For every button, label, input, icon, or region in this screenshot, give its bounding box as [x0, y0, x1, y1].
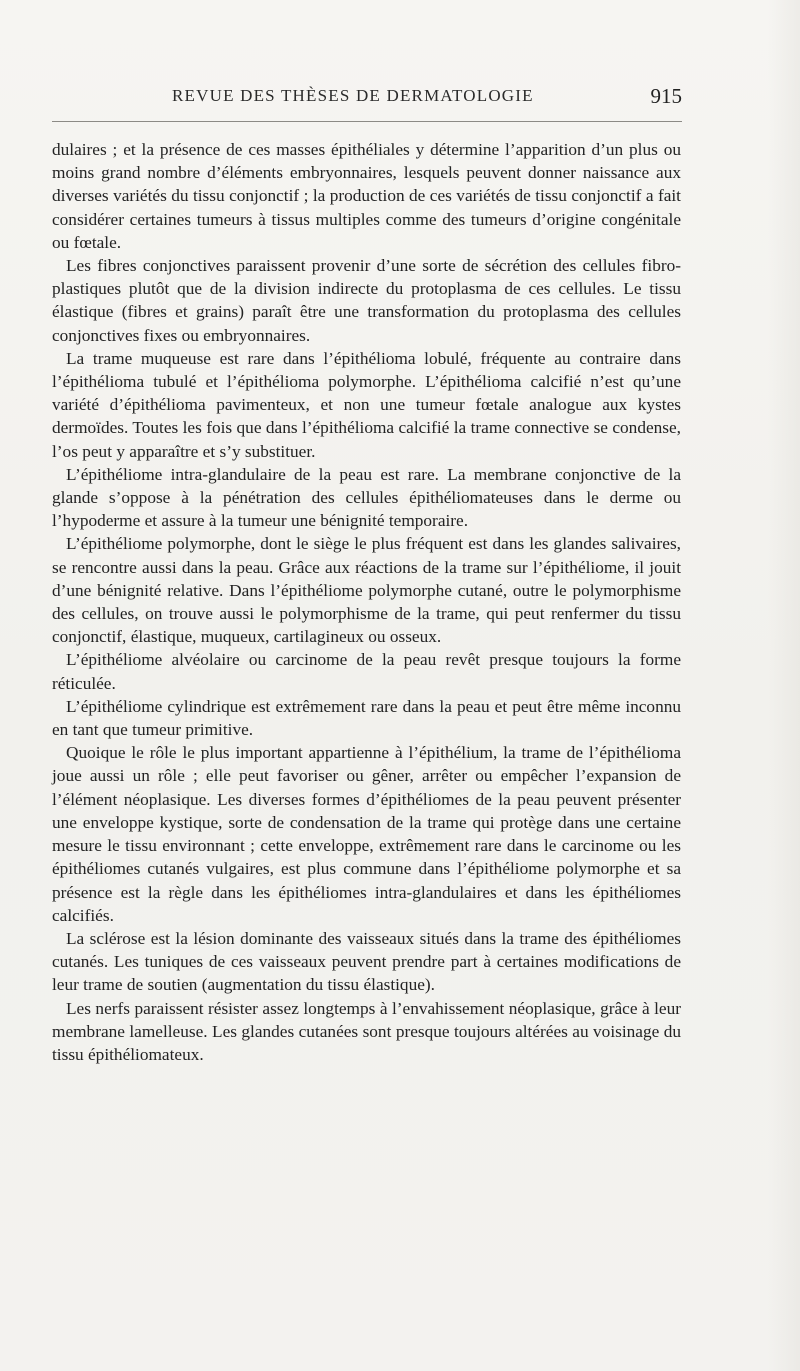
paragraph-epitheliome-polymorphe: L’épithéliome polymorphe, dont le siège le plus fréquent est dans les glandes salivaires, se rencontre aussi dans la peau. Grâce aux réactions de la trame sur l’épithéliome, il jouit d’une bénignité relative. Dans l’épithéliome polymorphe cutané, outre le polymorphisme des cellules, on trouve aussi le polymorphisme de la trame, qui peut renfermer du tissu conjonctif, élastique, muqueux, cartilagineux ou osseux. — [52, 534, 681, 647]
page-number: 915 — [650, 84, 682, 108]
paragraph-epitheliome-alveolaire: L’épithéliome alvéolaire ou carcinome de la peau revêt presque toujours la forme réticulée. — [52, 650, 681, 693]
header-rule — [52, 121, 682, 122]
paragraph-epitheliome-intra-glandulaire: L’épithéliome intra-glandulaire de la peau est rare. La membrane conjonctive de la glande s’oppose à la pénétration des cellules épithéliomateuses dans le derme ou l’hypoderme et assure à la tumeur une bénignité temporaire. — [52, 464, 681, 531]
running-title: REVUE DES THÈSES DE DERMATOLOGIE — [172, 86, 534, 105]
paragraph-role-trame: Quoique le rôle le plus important appartienne à l’épithélium, la trame de l’épithélioma joue aussi un rôle ; elle peut favoriser ou gêner, arrêter ou empêcher l’expansion de l’élément néoplasique. Les diverses formes d’épithéliomes de la peau peuvent présenter une enveloppe kystique, sorte de condensation de la trame qui protège dans une certaine mesure le tissu environnant ; cette enveloppe, extrêmement rare dans le carcinome ou les épithéliomes cutanés vulgaires, est plus commune dans l’épithéliome polymorphe et sa présence est la règle dans les épithéliomes intra-glandulaires et dans les épithéliomes calcifiés. — [52, 743, 681, 925]
paragraph-continuation: dulaires ; et la présence de ces masses épithéliales y détermine l’apparition d’un plus ou moins grand nombre d’éléments embryonnaires, lesquels peuvent donner naissance aux diverses variétés du tissu conjonctif ; la production de ces variétés de tissu conjonctif a fait considérer certaines tumeurs à tissus multiples comme des tumeurs d’origine congénitale ou fœtale. — [52, 140, 681, 252]
body-text — [52, 138, 681, 1066]
paragraph-fibres-conjonctives: Les fibres conjonctives paraissent provenir d’une sorte de sécrétion des cellules fibro-plastiques plutôt que de la division indirecte du protoplasma de ces cellules. Le tissu élastique (fibres et grains) paraît être une transformation du protoplasma des cellules conjonctives fixes ou embryonnaires. — [52, 256, 681, 345]
paragraph-nerfs: Les nerfs paraissent résister assez longtemps à l’envahissement néoplasique, grâce à leur membrane lamelleuse. Les glandes cutanées sont presque toujours altérées au voisinage du tissu épithéliomateux. — [52, 998, 681, 1064]
page-edge-shading — [768, 0, 800, 1371]
running-header — [52, 86, 682, 116]
paragraph-epitheliome-cylindrique: L’épithéliome cylindrique est extrêmement rare dans la peau et peut être même inconnu en tant que tumeur primitive. — [52, 696, 681, 740]
paragraph-sclerose: La sclérose est la lésion dominante des vaisseaux situés dans la trame des épithéliomes cutanés. Les tuniques de ces vaisseaux peuvent prendre part à certaines modifications de leur trame de soutien (augmentation du tissu élastique). — [52, 928, 681, 995]
paragraph-trame-muqueuse: La trame muqueuse est rare dans l’épithélioma lobulé, fréquente au contraire dans l’épithélioma tubulé et l’épithélioma polymorphe. L’épithélioma calcifié n’est qu’une variété d’épithélioma pavimenteux, et non une tumeur fœtale analogue aux kystes dermoïdes. Toutes les fois que dans l’épithélioma calcifié la trame connective se condense, l’os peut y apparaître et s’y substituer. — [52, 348, 681, 461]
